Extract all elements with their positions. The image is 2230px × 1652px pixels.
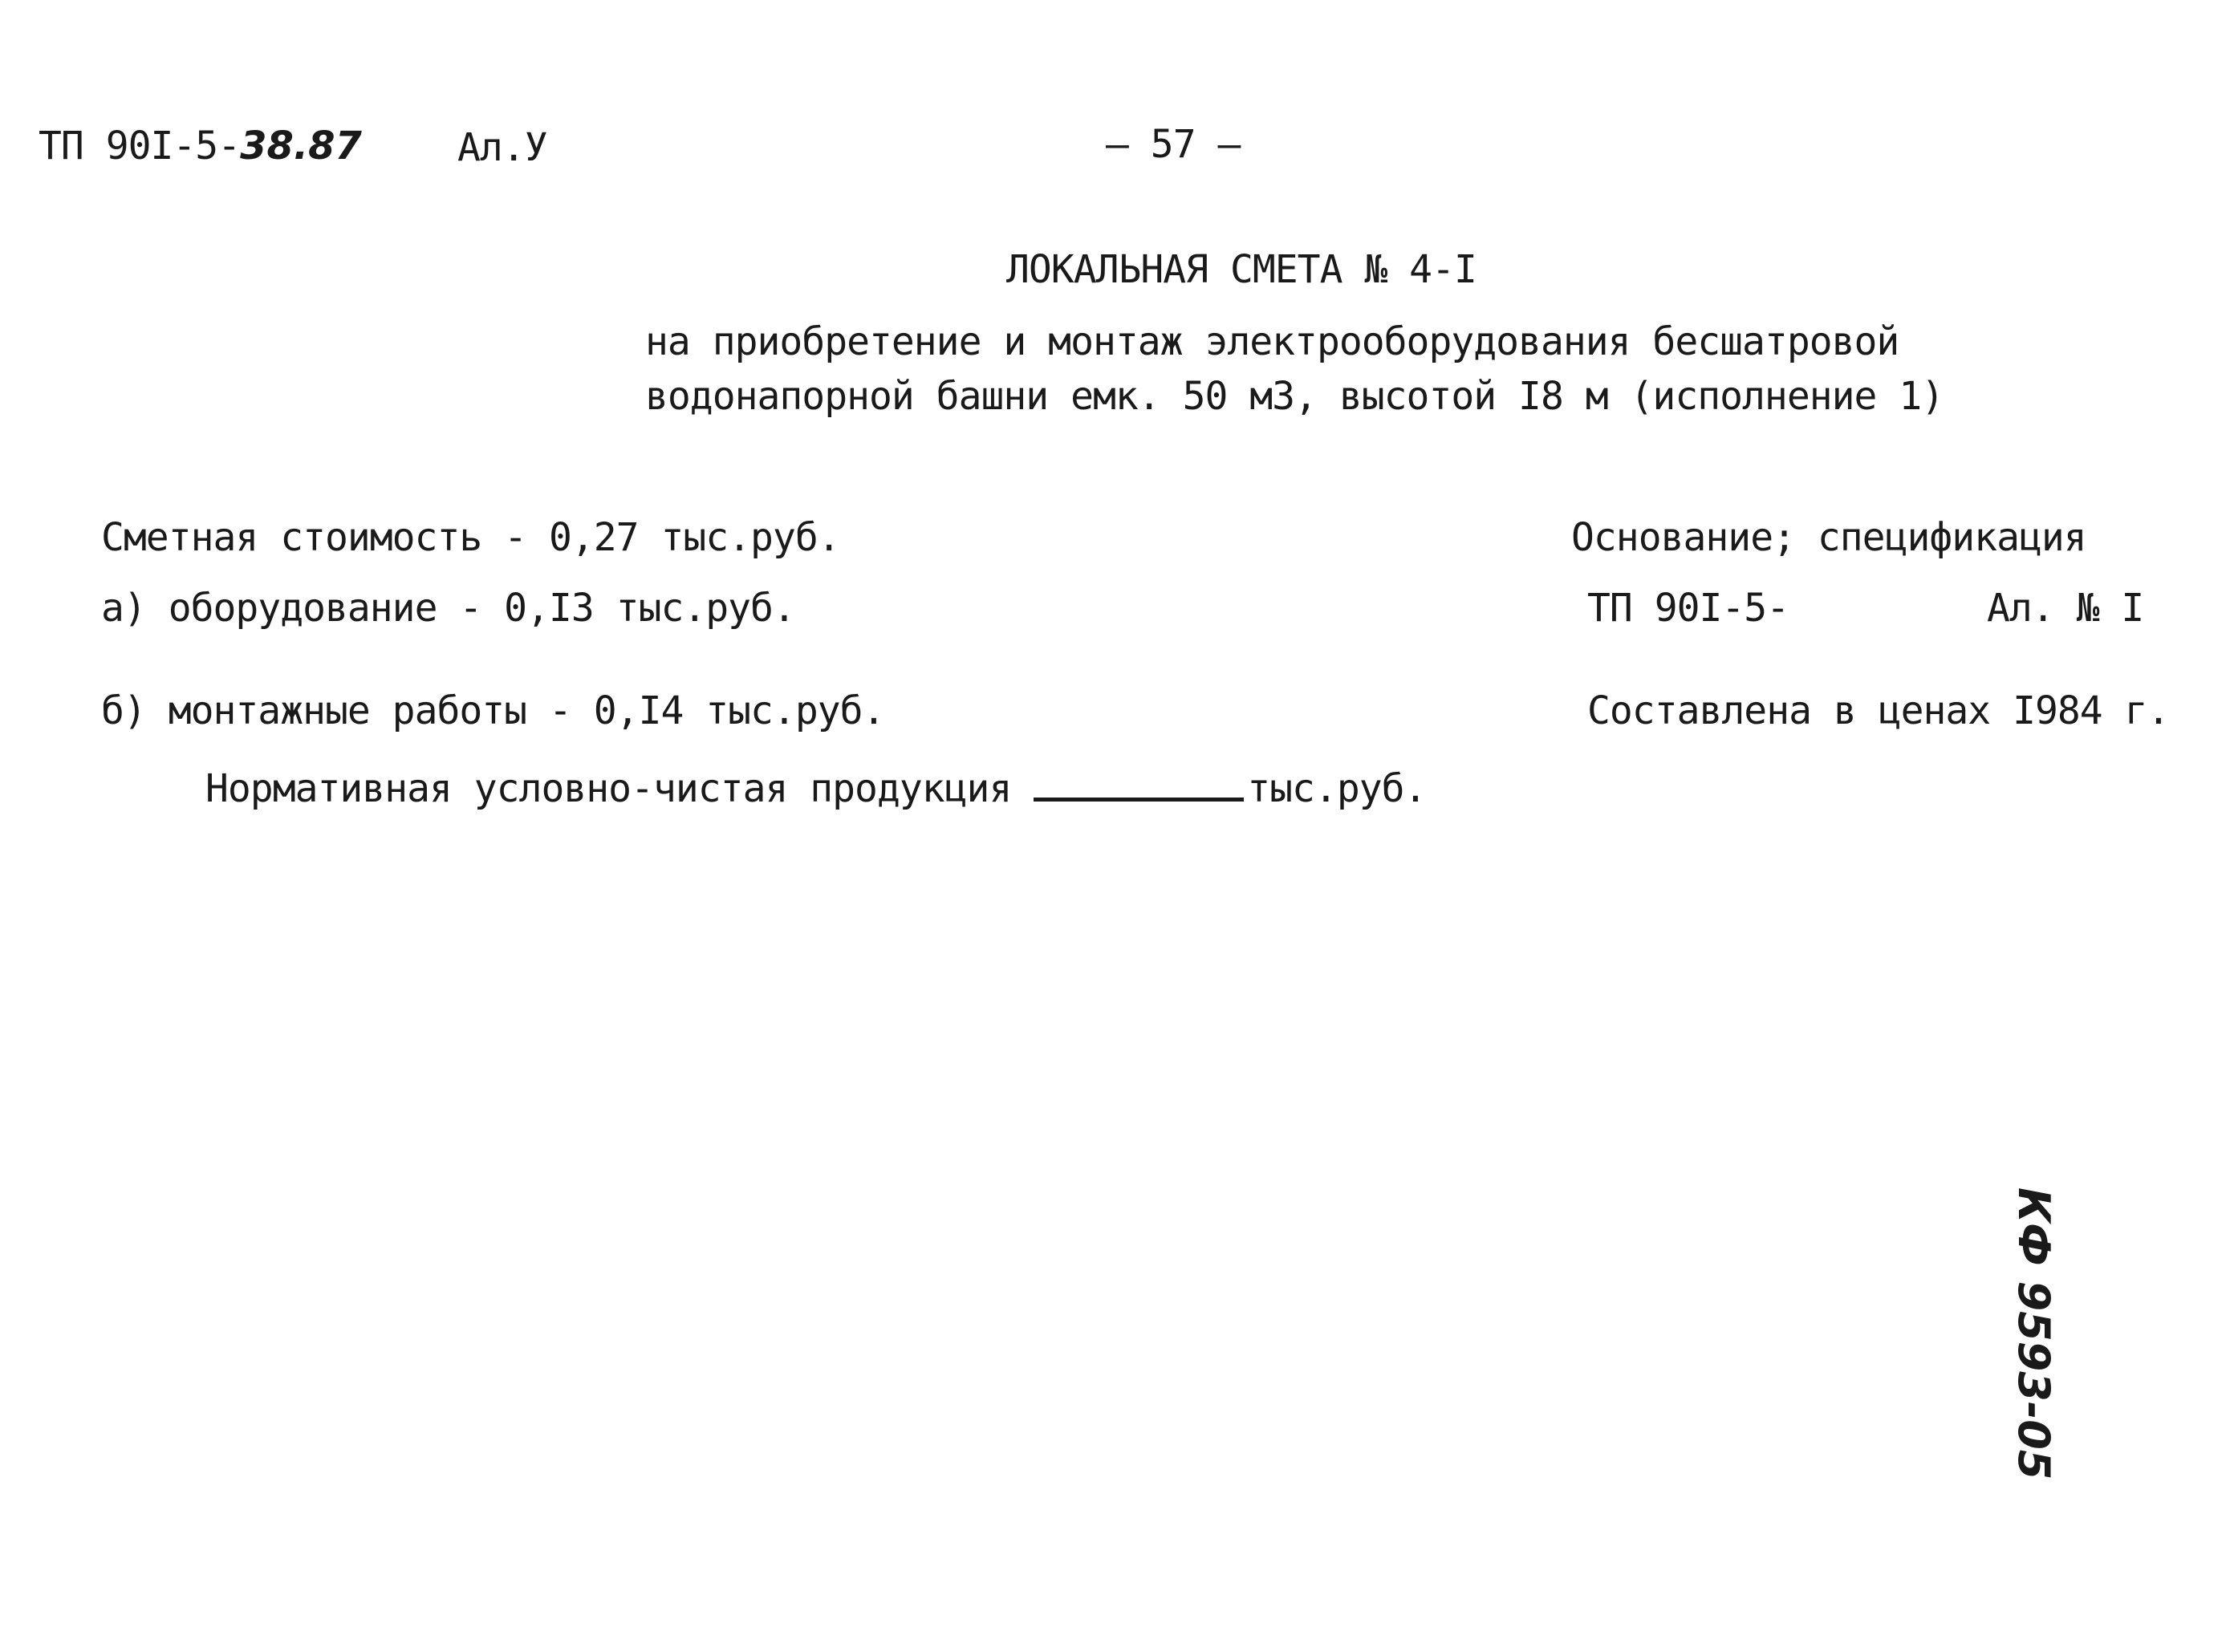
estimate-subtitle-line1: на приобретение и монтаж электрооборудования бесшатровой [645, 319, 1899, 364]
archive-stamp: КФ 9593-05 [2009, 1187, 2059, 1480]
doc-code-print: ТП 90I-5- [39, 124, 241, 168]
album-label: Ал.У [457, 125, 547, 170]
estimate-subtitle-line2: водонапорной башни емк. 50 м3, высотой I8 м (исполнение 1) [645, 374, 1944, 419]
page-number: — 57 — [1106, 122, 1241, 167]
basis-album: Ал. № I [1987, 586, 2144, 631]
total-cost: Сметная стоимость - 0,27 тыс.руб. [101, 515, 840, 560]
doc-code [39, 124, 362, 168]
equipment-cost: а) оборудование - 0,I3 тыс.руб. [101, 586, 795, 631]
basis-label: Основание; спецификация [1571, 515, 2086, 560]
price-basis: Составлена в ценах I984 г. [1587, 688, 2170, 733]
normative-product [205, 766, 1427, 811]
normative-label: Нормативная условно-чистая продукция [205, 766, 1012, 811]
blank-field [1034, 767, 1244, 802]
estimate-heading: ЛОКАЛЬНАЯ СМЕТА № 4-I [1006, 247, 1477, 292]
installation-cost: б) монтажные работы - 0,I4 тыс.руб. [101, 688, 885, 733]
doc-code-handwritten: 38.87 [240, 124, 362, 168]
normative-unit: тыс.руб. [1247, 766, 1427, 811]
basis-project: ТП 90I-5- [1587, 586, 1789, 631]
